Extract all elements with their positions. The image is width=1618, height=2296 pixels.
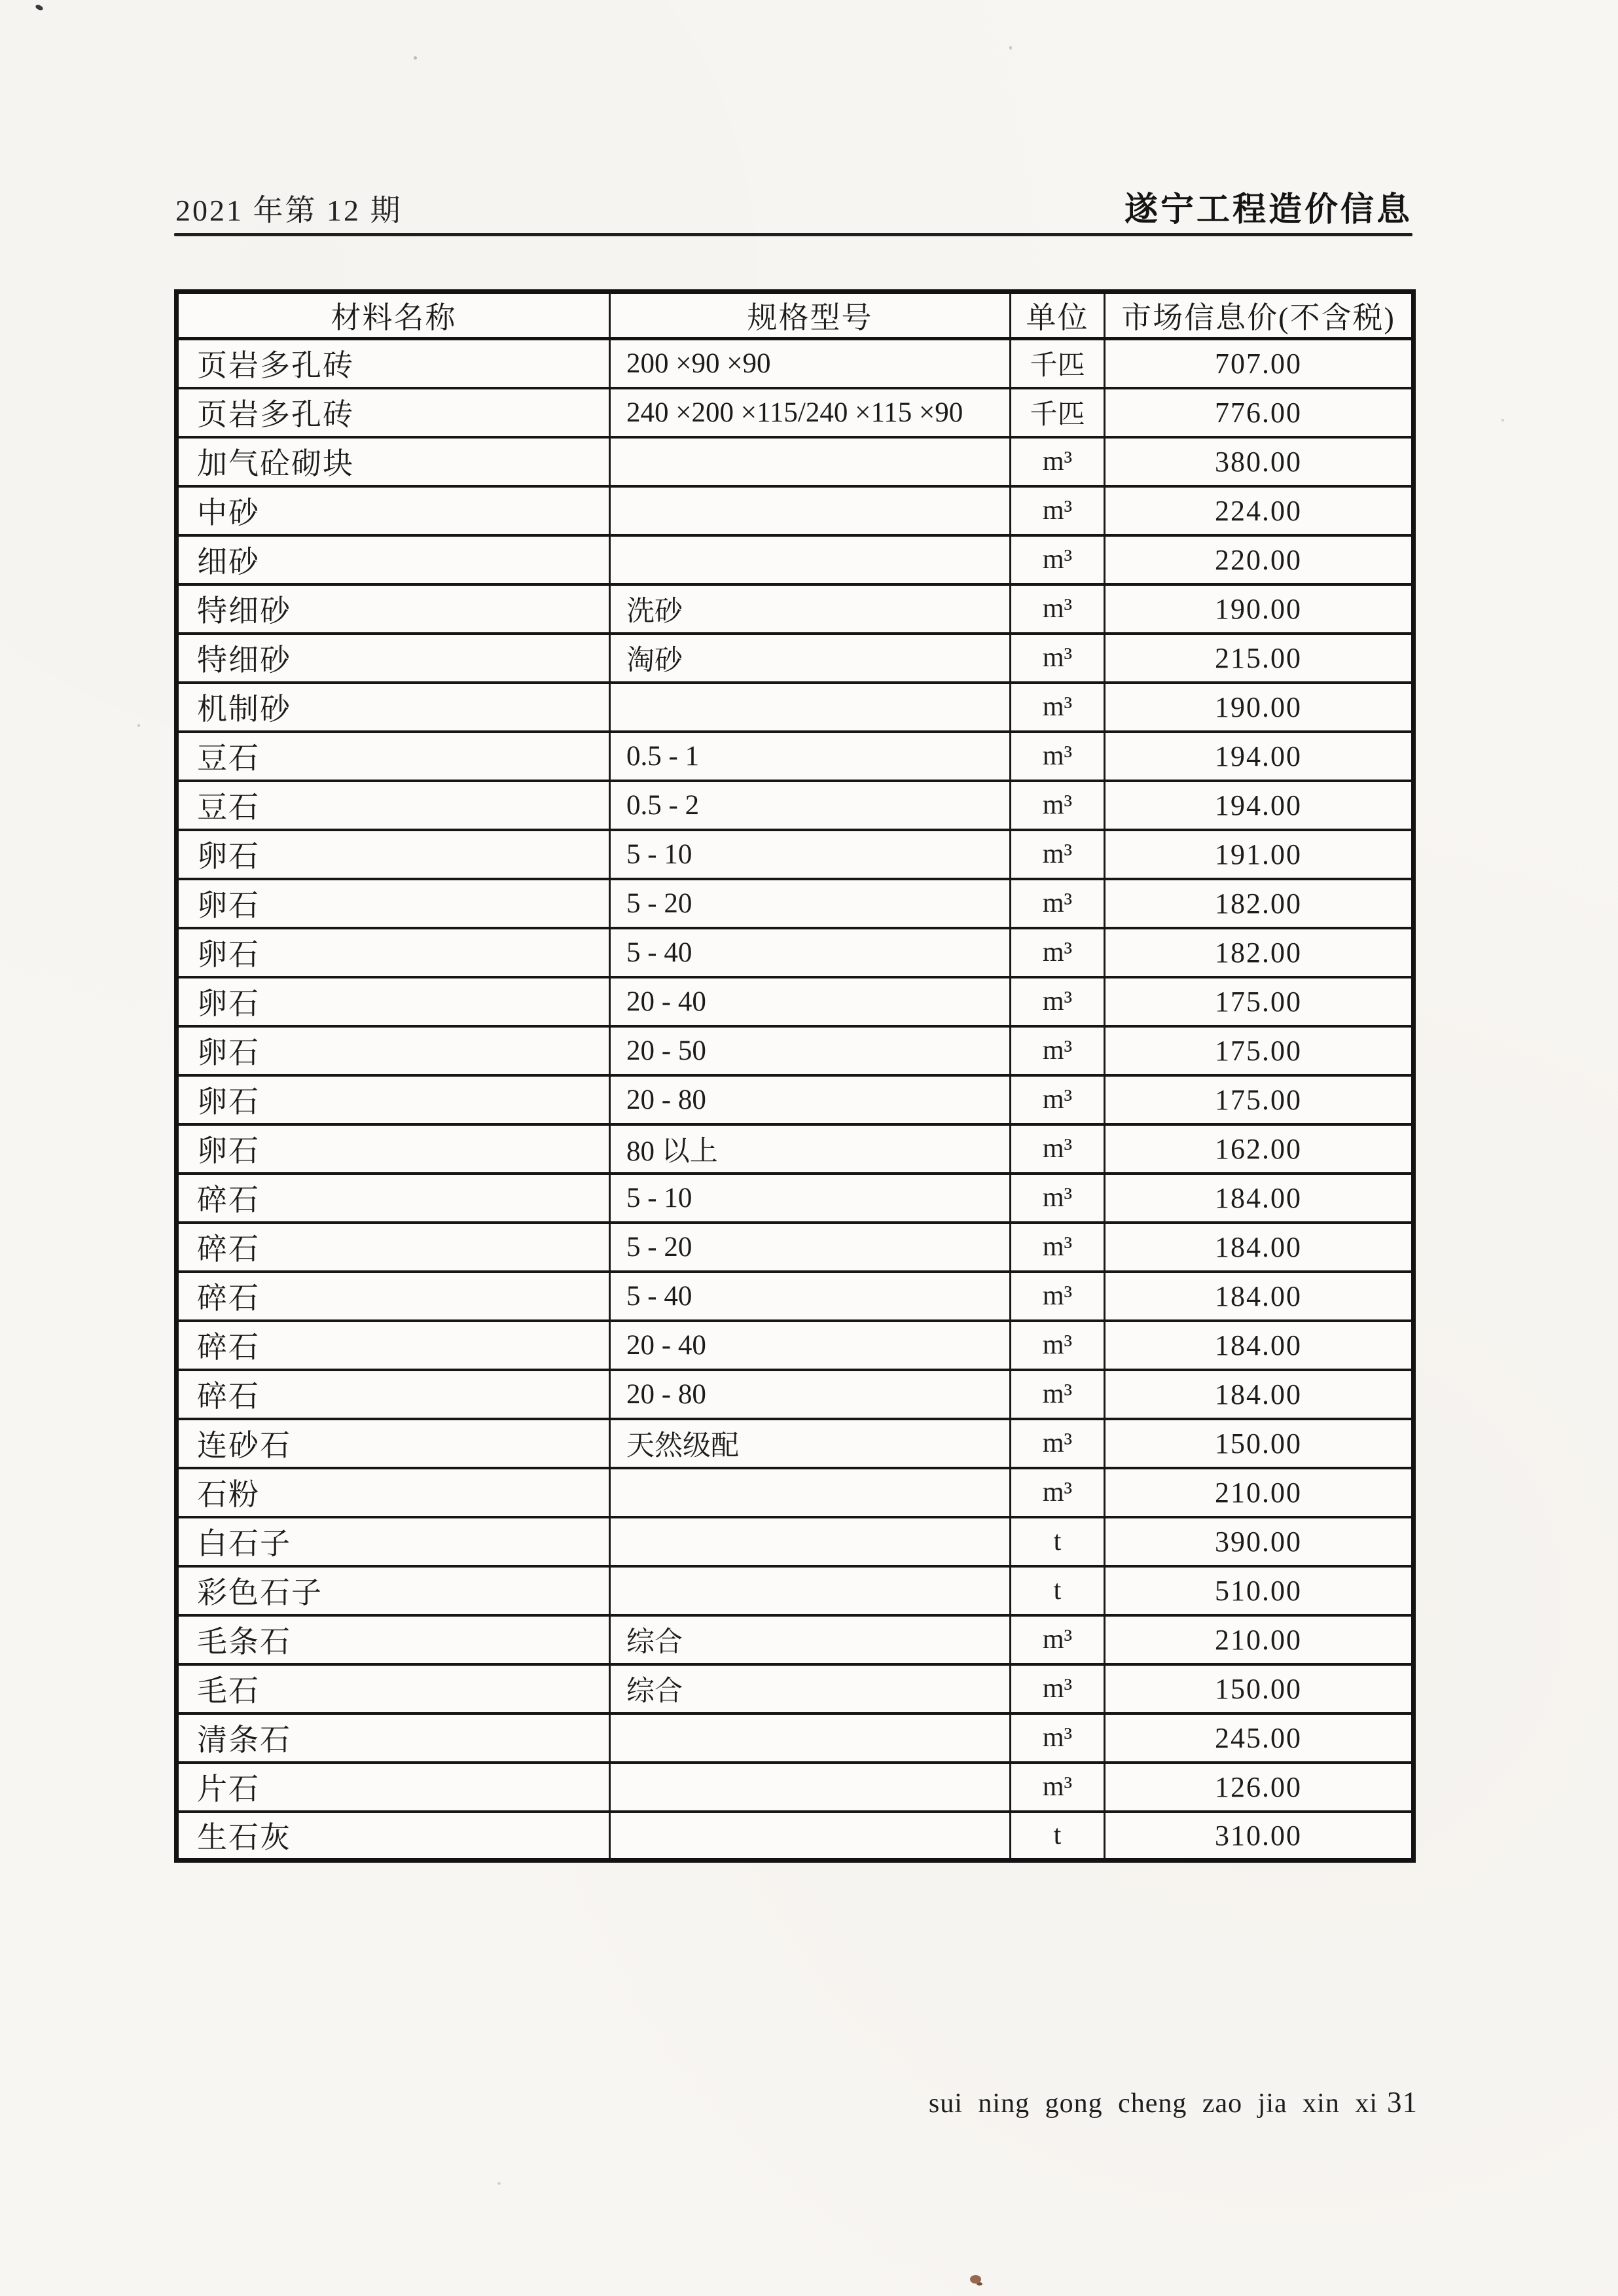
- column-header-spec: 规格型号: [610, 292, 1011, 339]
- cell-price: 510.00: [1105, 1566, 1414, 1615]
- cell-material-name: 卵石: [177, 1075, 610, 1124]
- cell-material-name: 卵石: [177, 1026, 610, 1075]
- page-header: [175, 182, 1412, 230]
- scan-speck: [35, 4, 44, 11]
- cell-unit: m³: [1011, 437, 1105, 486]
- scan-speck: [414, 56, 417, 60]
- cell-price: 776.00: [1105, 388, 1414, 437]
- cell-price: 191.00: [1105, 830, 1414, 879]
- cell-material-name: 豆石: [177, 732, 610, 781]
- cell-spec: 240 ×200 ×115/240 ×115 ×90: [610, 388, 1011, 437]
- cell-material-name: 片石: [177, 1763, 610, 1812]
- cell-unit: 千匹: [1011, 339, 1105, 388]
- cell-price: 184.00: [1105, 1370, 1414, 1419]
- table-row: [177, 1419, 1414, 1468]
- cell-material-name: 毛石: [177, 1664, 610, 1713]
- cell-material-name: 卵石: [177, 830, 610, 879]
- cell-unit: m³: [1011, 1419, 1105, 1468]
- cell-spec: 5 - 20: [610, 1223, 1011, 1272]
- table-row: [177, 1075, 1414, 1124]
- cell-price: 224.00: [1105, 486, 1414, 535]
- cell-unit: m³: [1011, 1223, 1105, 1272]
- cell-unit: m³: [1011, 977, 1105, 1026]
- cell-unit: m³: [1011, 1272, 1105, 1321]
- cell-unit: m³: [1011, 634, 1105, 683]
- cell-spec: [610, 535, 1011, 584]
- column-header-market-price: 市场信息价(不含税): [1105, 292, 1414, 339]
- cell-spec: [610, 437, 1011, 486]
- cell-unit: m³: [1011, 781, 1105, 830]
- table-row: [177, 1763, 1414, 1812]
- cell-price: 210.00: [1105, 1468, 1414, 1517]
- cell-price: 150.00: [1105, 1419, 1414, 1468]
- cell-material-name: 清条石: [177, 1713, 610, 1763]
- cell-spec: [610, 1713, 1011, 1763]
- cell-spec: [610, 1468, 1011, 1517]
- cell-price: 310.00: [1105, 1812, 1414, 1861]
- cell-material-name: 卵石: [177, 1124, 610, 1174]
- cell-material-name: 碎石: [177, 1174, 610, 1223]
- cell-unit: m³: [1011, 732, 1105, 781]
- cell-material-name: 彩色石子: [177, 1566, 610, 1615]
- table-row: [177, 1468, 1414, 1517]
- column-header-unit: 单位: [1011, 292, 1105, 339]
- table-row: [177, 1272, 1414, 1321]
- cell-unit: t: [1011, 1566, 1105, 1615]
- journal-title: 遂宁工程造价信息: [1124, 192, 1412, 228]
- cell-spec: 5 - 40: [610, 1272, 1011, 1321]
- cell-unit: m³: [1011, 1321, 1105, 1370]
- cell-material-name: 机制砂: [177, 683, 610, 732]
- cell-unit: m³: [1011, 535, 1105, 584]
- table-row: [177, 1812, 1414, 1861]
- cell-price: 126.00: [1105, 1763, 1414, 1812]
- cell-spec: 20 - 50: [610, 1026, 1011, 1075]
- cell-unit: m³: [1011, 1713, 1105, 1763]
- cell-material-name: 卵石: [177, 928, 610, 977]
- cell-price: 184.00: [1105, 1272, 1414, 1321]
- table-row: [177, 1713, 1414, 1763]
- table-header-row: [177, 292, 1414, 339]
- cell-material-name: 石粉: [177, 1468, 610, 1517]
- table-row: [177, 339, 1414, 388]
- table-row: [177, 977, 1414, 1026]
- table-row: [177, 1026, 1414, 1075]
- cell-price: 194.00: [1105, 781, 1414, 830]
- table-row: [177, 486, 1414, 535]
- cell-price: 175.00: [1105, 1075, 1414, 1124]
- cell-unit: t: [1011, 1812, 1105, 1861]
- cell-spec: 0.5 - 2: [610, 781, 1011, 830]
- cell-material-name: 碎石: [177, 1370, 610, 1419]
- cell-price: 182.00: [1105, 879, 1414, 928]
- cell-unit: m³: [1011, 879, 1105, 928]
- table-row: [177, 1370, 1414, 1419]
- cell-unit: m³: [1011, 1664, 1105, 1713]
- table-row: [177, 1124, 1414, 1174]
- cell-spec: 5 - 20: [610, 879, 1011, 928]
- cell-material-name: 白石子: [177, 1517, 610, 1566]
- cell-spec: 淘砂: [610, 634, 1011, 683]
- cell-unit: m³: [1011, 1124, 1105, 1174]
- cell-spec: 80 以上: [610, 1124, 1011, 1174]
- cell-price: 150.00: [1105, 1664, 1414, 1713]
- cell-material-name: 页岩多孔砖: [177, 339, 610, 388]
- cell-material-name: 特细砂: [177, 584, 610, 634]
- scan-speck: [497, 2182, 501, 2185]
- cell-material-name: 中砂: [177, 486, 610, 535]
- cell-material-name: 细砂: [177, 535, 610, 584]
- table-row: [177, 879, 1414, 928]
- table-row: [177, 928, 1414, 977]
- cell-material-name: 特细砂: [177, 634, 610, 683]
- cell-price: 184.00: [1105, 1174, 1414, 1223]
- cell-price: 175.00: [1105, 977, 1414, 1026]
- table-row: [177, 1321, 1414, 1370]
- cell-material-name: 卵石: [177, 879, 610, 928]
- cell-unit: m³: [1011, 486, 1105, 535]
- table-row: [177, 1223, 1414, 1272]
- cell-price: 215.00: [1105, 634, 1414, 683]
- cell-unit: m³: [1011, 1615, 1105, 1664]
- table-row: [177, 732, 1414, 781]
- cell-spec: 5 - 10: [610, 830, 1011, 879]
- cell-price: 194.00: [1105, 732, 1414, 781]
- cell-spec: 5 - 10: [610, 1174, 1011, 1223]
- cell-material-name: 碎石: [177, 1223, 610, 1272]
- page-footer: [174, 2085, 1418, 2119]
- cell-spec: [610, 1566, 1011, 1615]
- cell-material-name: 碎石: [177, 1272, 610, 1321]
- cell-material-name: 毛条石: [177, 1615, 610, 1664]
- cell-spec: 20 - 80: [610, 1075, 1011, 1124]
- cell-spec: 综合: [610, 1664, 1011, 1713]
- cell-unit: m³: [1011, 830, 1105, 879]
- cell-material-name: 碎石: [177, 1321, 610, 1370]
- table-row: [177, 388, 1414, 437]
- cell-spec: [610, 683, 1011, 732]
- table-row: [177, 1174, 1414, 1223]
- table-row: [177, 1566, 1414, 1615]
- table-row: [177, 634, 1414, 683]
- table-body: [177, 339, 1414, 1861]
- cell-spec: 综合: [610, 1615, 1011, 1664]
- scan-speck: [137, 724, 140, 727]
- table-row: [177, 1517, 1414, 1566]
- cell-spec: 20 - 40: [610, 1321, 1011, 1370]
- table-row: [177, 683, 1414, 732]
- cell-unit: t: [1011, 1517, 1105, 1566]
- cell-spec: 20 - 80: [610, 1370, 1011, 1419]
- table-row: [177, 1664, 1414, 1713]
- cell-material-name: 加气砼砌块: [177, 437, 610, 486]
- cell-unit: m³: [1011, 1370, 1105, 1419]
- table-row: [177, 437, 1414, 486]
- cell-price: 380.00: [1105, 437, 1414, 486]
- cell-price: 220.00: [1105, 535, 1414, 584]
- cell-material-name: 生石灰: [177, 1812, 610, 1861]
- cell-price: 184.00: [1105, 1223, 1414, 1272]
- cell-price: 190.00: [1105, 683, 1414, 732]
- cell-price: 707.00: [1105, 339, 1414, 388]
- page-number: 31: [1387, 2086, 1418, 2119]
- cell-spec: [610, 1812, 1011, 1861]
- cell-price: 184.00: [1105, 1321, 1414, 1370]
- cell-price: 182.00: [1105, 928, 1414, 977]
- cell-spec: 洗砂: [610, 584, 1011, 634]
- cell-material-name: 连砂石: [177, 1419, 610, 1468]
- table-row: [177, 830, 1414, 879]
- cell-spec: 0.5 - 1: [610, 732, 1011, 781]
- scan-speck: [970, 2275, 981, 2284]
- column-header-material-name: 材料名称: [177, 292, 610, 339]
- issue-label: 2021 年第 12 期: [175, 194, 403, 227]
- cell-unit: m³: [1011, 1075, 1105, 1124]
- table-row: [177, 1615, 1414, 1664]
- cell-spec: 20 - 40: [610, 977, 1011, 1026]
- cell-unit: m³: [1011, 928, 1105, 977]
- table-row: [177, 781, 1414, 830]
- table-row: [177, 535, 1414, 584]
- header-rule: [174, 233, 1412, 236]
- cell-price: 162.00: [1105, 1124, 1414, 1174]
- cell-spec: [610, 486, 1011, 535]
- cell-price: 210.00: [1105, 1615, 1414, 1664]
- cell-material-name: 页岩多孔砖: [177, 388, 610, 437]
- cell-price: 190.00: [1105, 584, 1414, 634]
- cell-price: 390.00: [1105, 1517, 1414, 1566]
- cell-price: 245.00: [1105, 1713, 1414, 1763]
- cell-spec: 天然级配: [610, 1419, 1011, 1468]
- cell-spec: [610, 1763, 1011, 1812]
- cell-unit: m³: [1011, 1763, 1105, 1812]
- cell-unit: m³: [1011, 1174, 1105, 1223]
- table-row: [177, 584, 1414, 634]
- cell-unit: m³: [1011, 1468, 1105, 1517]
- cell-unit: m³: [1011, 683, 1105, 732]
- scan-speck: [1009, 46, 1012, 50]
- cell-spec: [610, 1517, 1011, 1566]
- scan-speck: [1501, 419, 1504, 422]
- cell-spec: 5 - 40: [610, 928, 1011, 977]
- cell-material-name: 卵石: [177, 977, 610, 1026]
- footer-pinyin: sui ning gong cheng zao jia xin xi: [928, 2089, 1378, 2119]
- cell-unit: m³: [1011, 1026, 1105, 1075]
- cell-spec: 200 ×90 ×90: [610, 339, 1011, 388]
- cell-unit: 千匹: [1011, 388, 1105, 437]
- cell-unit: m³: [1011, 584, 1105, 634]
- material-price-table: [174, 289, 1416, 1863]
- cell-material-name: 豆石: [177, 781, 610, 830]
- cell-price: 175.00: [1105, 1026, 1414, 1075]
